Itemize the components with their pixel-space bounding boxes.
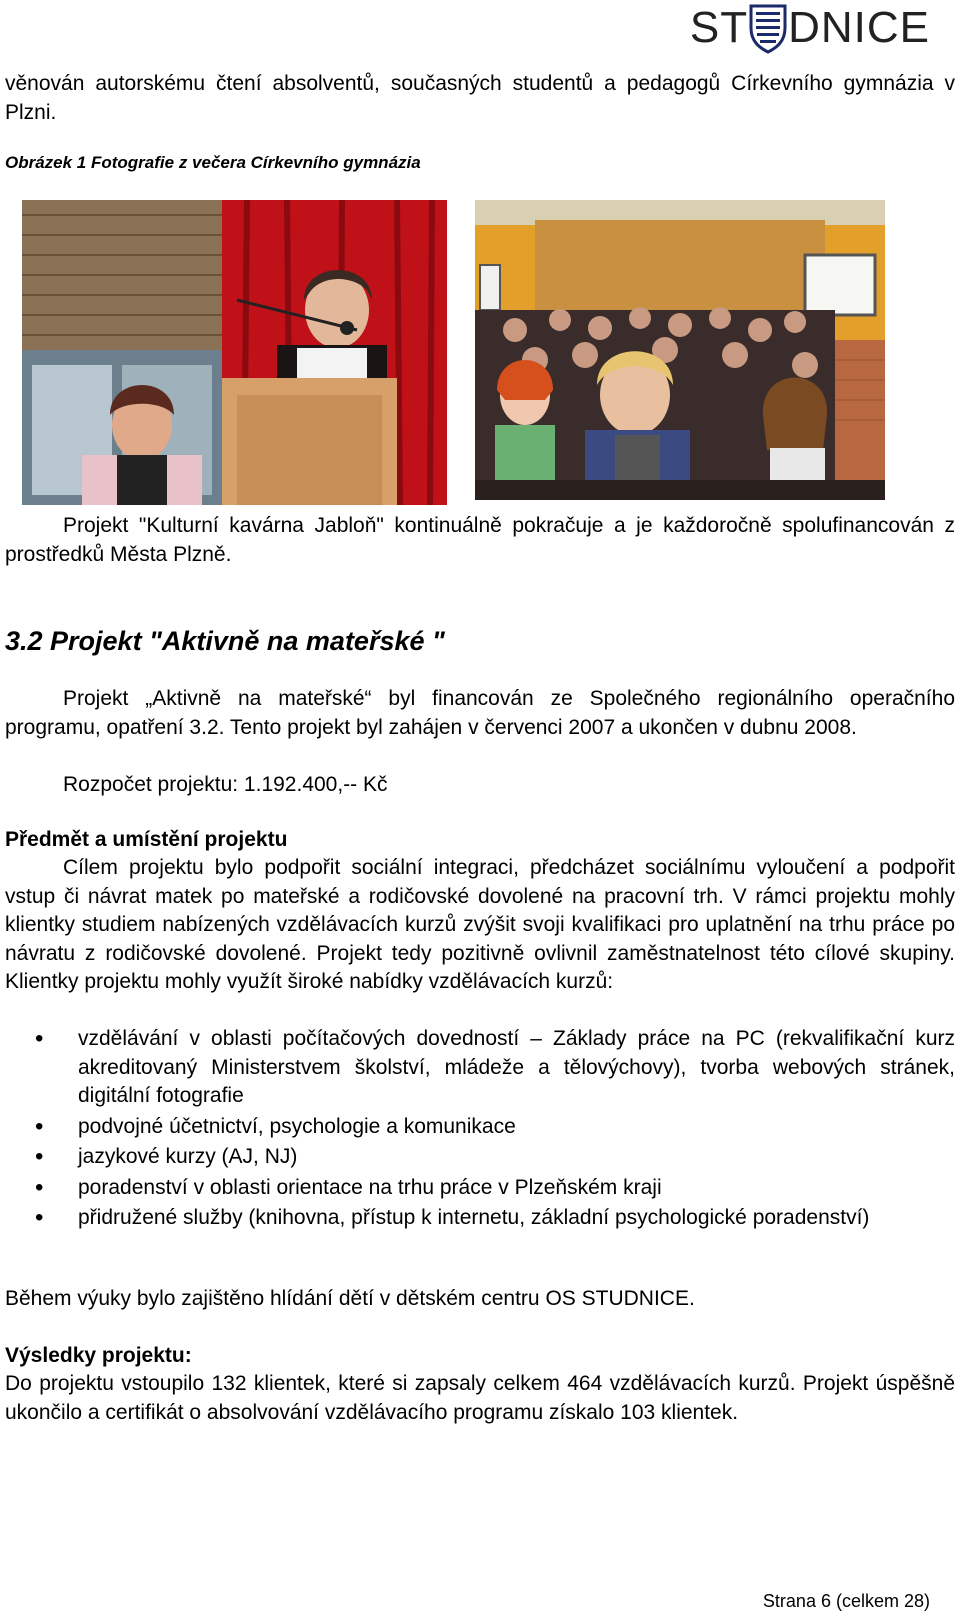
- list-item: • jazykové kurzy (AJ, NJ): [5, 1143, 955, 1172]
- subject-paragraph: Cílem projektu bylo podpořit sociální integraci, předcházet sociálnímu vyloučení a podpořit vstup či návrat matek po mateřské a rodičovské dovolené na pracovní trh. V rámci projektu mohly klientky studiem nabízených vzdělávacích kurzů zvýšit svoji kvalifikaci pro uplatnění na trhu práce po návratu z rodičovské dovolené. Projekt tedy pozitivně ovlivnil zaměstnatelnost této cílové skupiny. Klientky projektu mohly využít široké nabídky vzdělávacích kurzů:: [5, 856, 955, 993]
- logo-text-left: ST: [689, 3, 749, 52]
- results-paragraph: Do projektu vstoupilo 132 klientek, které si zapsaly celkem 464 vzdělávacích kurzů. Projekt úspěšně ukončilo a certifikát o absolvování vzdělávacího programu získalo 103 klientek.: [5, 1372, 955, 1424]
- figure-caption: Obrázek 1 Fotografie z večera Církevního gymnázia: [5, 153, 421, 172]
- list-item: • přidružené služby (knihovna, přístup k internetu, základní psychologické poradenství): [5, 1204, 955, 1233]
- childcare-paragraph: Během výuky bylo zajištěno hlídání dětí v dětském centru OS STUDNICE.: [5, 1287, 695, 1310]
- project-note-paragraph: Projekt "Kulturní kavárna Jabloň" kontinuálně pokračuje a je každoročně spolufinancován z prostředků Města Plzně.: [5, 514, 955, 566]
- shield-icon: [748, 2, 788, 54]
- list-item: • vzdělávání v oblasti počítačových dovedností – Základy práce na PC (rekvalifikační kurz akreditovaný Ministerstvem školství, mládeže a tělovýchovy), tvorba webových stránek, digitální fotografie: [5, 1025, 955, 1111]
- subject-heading: Předmět a umístění projektu: [5, 828, 288, 851]
- list-item: • podvojné účetnictví, psychologie a komunikace: [5, 1113, 955, 1142]
- photo-reading-at-lectern: [22, 200, 447, 505]
- budget-line: Rozpočet projektu: 1.192.400,-- Kč: [63, 773, 388, 796]
- photo-audience-cafe: [475, 200, 885, 500]
- course-list: [5, 1025, 955, 1233]
- section-heading-3-2: 3.2 Projekt "Aktivně na mateřské ": [5, 626, 445, 656]
- logo-text-right: DNICE: [788, 3, 930, 52]
- list-item: • poradenství v oblasti orientace na trhu práce v Plzeňském kraji: [5, 1174, 955, 1203]
- page-number: Strana 6 (celkem 28): [762, 1591, 930, 1611]
- studnice-logo: [690, 0, 930, 56]
- intro-paragraph: věnován autorskému čtení absolventů, současných studentů a pedagogů Církevního gymnázia v Plzni.: [5, 72, 955, 124]
- section-paragraph: Projekt „Aktivně na mateřské“ byl financován ze Společného regionálního operačního programu, opatření 3.2. Tento projekt byl zahájen v červenci 2007 a ukončen v dubnu 2008.: [5, 687, 955, 739]
- results-heading: Výsledky projektu:: [5, 1344, 192, 1367]
